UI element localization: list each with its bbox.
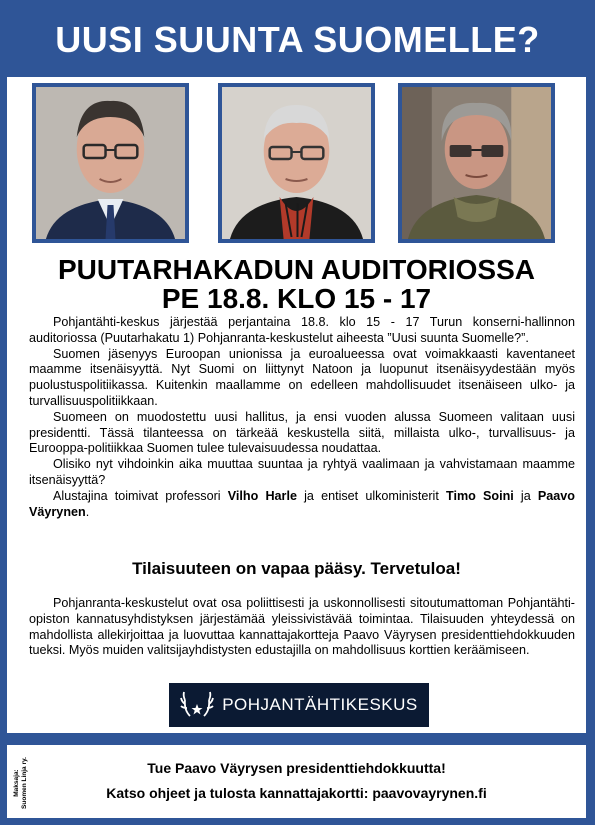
- event-headline: [7, 255, 586, 313]
- speakers-middle: ja entiset ulkoministerit: [296, 488, 446, 503]
- headline-venue: PUUTARHAKADUN AUDITORIOSSA: [57, 254, 536, 285]
- paragraph-4: Olisiko nyt vihdoinkin aika muuttaa suuntaa ja ryhtyä vaalimaan ja vahvistamaan maamme itsenäisyyttä?: [29, 457, 575, 487]
- main-panel: [5, 75, 588, 735]
- speaker-name-soini: Timo Soini: [445, 488, 514, 503]
- paragraph-2: Suomen jäsenyys Euroopan unionissa ja euroalueessa ovat voimakkaasti kaventaneet maamme itsenäisyyttä. Nyt Suomi on liittynyt Natoon ja luopunut itsenäisyydestään myös puolustuspolitiikassa. Kuitenkin maallamme on edelleen mahdollisuudet itsenäiseen ulko- ja turvallisuuspolitiikkaan.: [29, 346, 575, 408]
- star-antlers-icon: [180, 690, 214, 720]
- paragraph-3: Suomeen on muodostettu uusi hallitus, ja ensi vuoden alussa Suomeen valitaan uusi presidentti. Tässä tilanteessa on tärkeää keskustella siitä, millaista ulko-, turvallisuus- ja Eurooppa-politiikkaa Suomen tulee tulevaisuudessa noudattaa.: [29, 409, 575, 456]
- closing-text: [29, 596, 575, 659]
- speaker-photo-3: [398, 83, 555, 243]
- speakers-paragraph: [29, 489, 575, 521]
- support-instructions: Katso ohjeet ja tulosta kannattajakortti: paavovayrynen.fi: [106, 785, 487, 801]
- headline-date-time: PE 18.8. KLO 15 - 17: [161, 283, 432, 314]
- speaker-photo-1: [32, 83, 189, 243]
- footer-panel: [5, 743, 588, 820]
- title-bar: [0, 0, 595, 80]
- speaker-name-vayrynen: Paavo Väyrynen: [29, 488, 575, 519]
- free-entry-notice: Tilaisuuteen on vapaa pääsy. Tervetuloa!: [132, 559, 461, 578]
- speaker-name-harle: Vilho Harle: [227, 488, 297, 503]
- payer-label: Maksaja: Suomen Linja ry.: [13, 757, 28, 809]
- event-description: [29, 315, 575, 520]
- speakers-suffix: .: [85, 504, 90, 519]
- speaker-photos: [7, 83, 586, 248]
- speakers-prefix: Alustajina toimivat professori: [53, 488, 228, 503]
- logo-text: POHJANTÄHTIKESKUS: [222, 695, 418, 714]
- speakers-and: ja: [513, 488, 538, 503]
- pohjantahtikeskus-logo: [169, 683, 429, 727]
- speaker-photo-2: [218, 83, 375, 243]
- paragraph-1: Pohjantähti-keskus järjestää perjantaina 18.8. klo 15 - 17 Turun konserni-hallinnon auditoriossa (Puutarhakatu 1) Pohjanranta-keskustelut aiheesta ”Uusi suunta Suomelle?”.: [29, 315, 575, 345]
- page-title: UUSI SUUNTA SUOMELLE?: [55, 19, 540, 60]
- closing-paragraph: Pohjanranta-keskustelut ovat osa poliittisesti ja uskonnollisesti sitoutumattoman Pohjantähti-opiston kannatusyhdistyksen järjestämää yleissivistävää toimintaa. Tilaisuuden yhteydessä on mahdollista allekirjoittaa ja luovuttaa kannattajakortteja Paavo Väyrysen presidenttiehdokkuuden tueksi. Myös muiden valitsijayhdistysten edustajilla on mahdollisuus korttien keräämiseen.: [29, 596, 575, 658]
- support-slogan: Tue Paavo Väyrysen presidenttiehdokkuutta!: [147, 760, 446, 776]
